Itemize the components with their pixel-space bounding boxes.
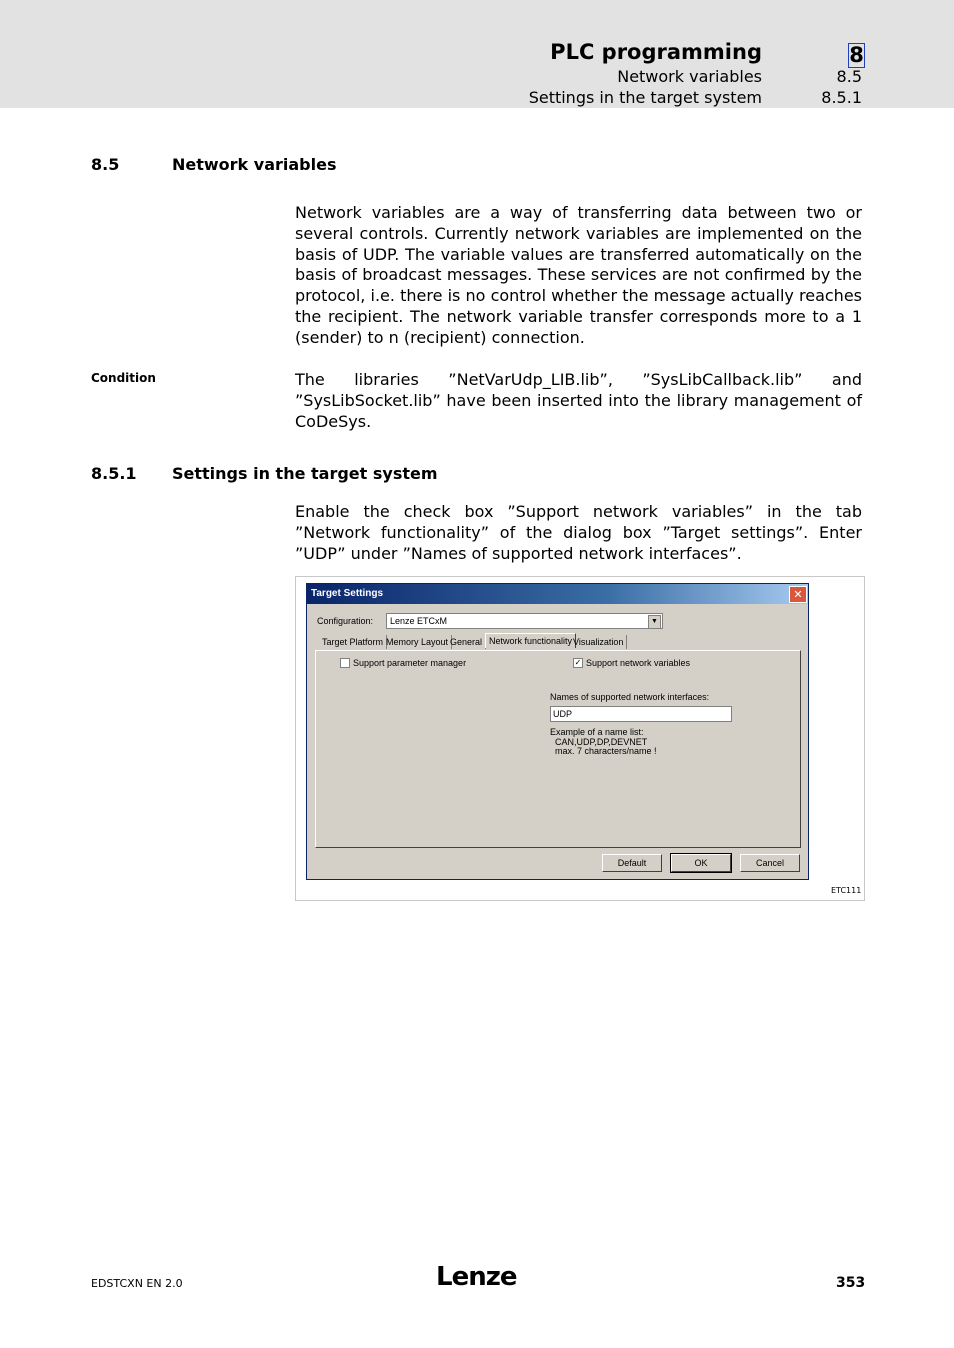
configuration-select[interactable] bbox=[386, 613, 663, 629]
dialog-title: Target Settings bbox=[311, 588, 384, 599]
support-network-variables-label: Support network variables bbox=[586, 658, 691, 668]
example-heading: Example of a name list: bbox=[550, 727, 644, 737]
configuration-value: Lenze ETCxM bbox=[390, 616, 448, 626]
header-subsection-title: Settings in the target system bbox=[528, 88, 762, 107]
tab-general[interactable]: General bbox=[447, 635, 486, 649]
header-band bbox=[0, 0, 954, 108]
dialog-titlebar[interactable] bbox=[307, 584, 808, 604]
tab-target-platform[interactable]: Target Platform bbox=[319, 635, 387, 649]
configuration-label: Configuration: bbox=[317, 616, 374, 626]
subsection-heading: Settings in the target system bbox=[172, 464, 438, 483]
close-icon[interactable]: ✕ bbox=[789, 586, 807, 603]
example-note: max. 7 characters/name ! bbox=[555, 746, 657, 756]
target-settings-dialog bbox=[306, 583, 809, 880]
cancel-button[interactable]: Cancel bbox=[740, 854, 800, 872]
header-section-number: 8.5 bbox=[836, 67, 862, 86]
lenze-logo: Lenze bbox=[436, 1262, 517, 1292]
chevron-down-icon[interactable]: ▼ bbox=[648, 615, 661, 629]
ok-button[interactable]: OK bbox=[671, 854, 731, 872]
default-button[interactable]: Default bbox=[602, 854, 662, 872]
page-number: 353 bbox=[836, 1275, 866, 1291]
tab-memory-layout[interactable]: Memory Layout bbox=[383, 635, 452, 649]
support-parameter-manager-checkbox[interactable] bbox=[340, 658, 350, 668]
header-section-title: Network variables bbox=[617, 67, 762, 86]
network-interfaces-label: Names of supported network interfaces: bbox=[550, 692, 710, 702]
section-number: 8.5 bbox=[91, 155, 120, 174]
condition-label: Condition bbox=[91, 371, 156, 385]
support-network-variables-checkbox[interactable]: ✓ bbox=[574, 658, 582, 667]
chapter-number-box[interactable]: 8 bbox=[849, 43, 864, 67]
footer-doc-code: EDSTCXN EN 2.0 bbox=[91, 1277, 183, 1290]
support-parameter-manager-label: Support parameter manager bbox=[353, 658, 467, 668]
condition-paragraph: The libraries ”NetVarUdp_LIB.lib”, ”SysLibCallback.lib” and ”SysLibSocket.lib” have been inserted into the library management of CoDeSys. bbox=[295, 370, 862, 431]
settings-paragraph: Enable the check box ”Support network variables” in the tab ”Network functionality” of the dialog box ”Target settings”. Enter ”UDP” under ”Names of supported network interfaces”. bbox=[295, 502, 862, 563]
header-subsection-number: 8.5.1 bbox=[821, 88, 862, 107]
example-list: CAN,UDP,DP,DEVNET bbox=[555, 737, 648, 747]
network-interfaces-input[interactable]: UDP bbox=[550, 706, 732, 722]
tab-visualization[interactable]: Visualization bbox=[570, 635, 627, 649]
section-heading: Network variables bbox=[172, 155, 337, 174]
figure-id: ETC111 bbox=[831, 886, 862, 895]
subsection-number: 8.5.1 bbox=[91, 464, 137, 483]
chapter-title: PLC programming bbox=[550, 40, 762, 64]
tab-network-functionality[interactable]: Network functionality bbox=[485, 633, 576, 648]
intro-paragraph: Network variables are a way of transferring data between two or several controls. Currently network variables are implemented on the basis of UDP. The variable values are transferred automatically on the basis of broadcast messages. These services are not confirmed by the protocol, i.e. there is no control whether the message actually reaches the recipient. The network variable transfer corresponds more to a 1 (sender) to n (recipient) connection. bbox=[295, 203, 862, 347]
